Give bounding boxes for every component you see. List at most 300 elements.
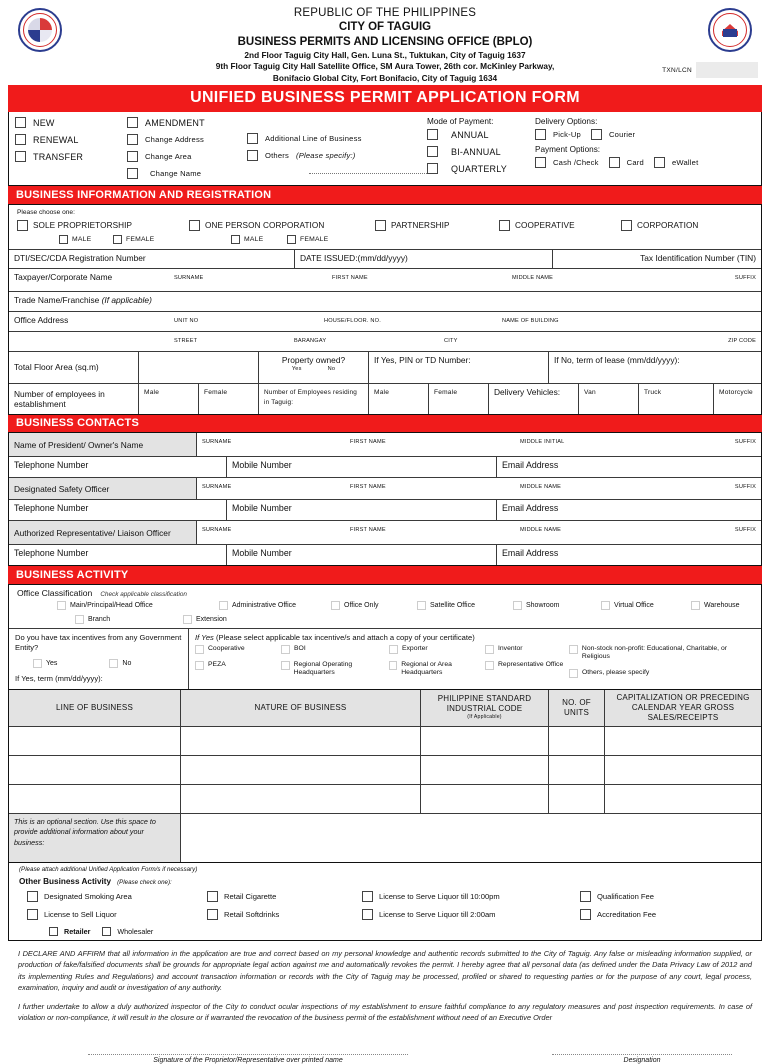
field-president-suffix[interactable]	[645, 433, 761, 456]
incentive-regional-operating-hq[interactable]	[281, 661, 389, 678]
incentives-term-label[interactable]: If Yes, term (mm/dd/yyyy):	[15, 674, 103, 684]
field-total-floor-area-value[interactable]	[139, 352, 259, 383]
field-safety-telephone[interactable]	[9, 500, 227, 520]
lob-header-capitalization	[605, 690, 761, 726]
mode-of-payment-title: Mode of Payment:	[427, 117, 494, 127]
incentives-no-label: No	[122, 660, 132, 668]
column-header-label: PHILIPPINE STANDARD INDUSTRIAL CODE	[437, 694, 532, 714]
checkbox-icon[interactable]	[219, 601, 228, 610]
type-corporation[interactable]	[621, 220, 698, 231]
incentive-label: Cooperative	[208, 644, 245, 652]
oba-label: License to Serve Liquor till 10:00pm	[379, 891, 500, 901]
field-name-of-building[interactable]	[497, 312, 761, 331]
field-label: Telephone Number	[14, 548, 89, 559]
checkbox-icon[interactable]	[569, 645, 578, 654]
lob-cell-line-of-business[interactable]	[9, 756, 181, 784]
field-trade-name[interactable]	[9, 292, 761, 311]
incentive-label: Representative Office	[498, 660, 564, 668]
field-term-of-lease[interactable]	[549, 352, 761, 383]
checkbox-icon[interactable]	[247, 133, 258, 144]
checkbox-icon[interactable]	[59, 235, 68, 244]
lob-cell-nature-of-business[interactable]	[181, 785, 421, 813]
field-label: FIRST NAME	[350, 439, 386, 446]
checkbox-icon[interactable]	[195, 645, 204, 654]
signature-caption: Signature of the Proprietor/Representative over printed name	[153, 1057, 343, 1064]
gender-opc-female[interactable]	[287, 235, 328, 244]
declaration-paragraph-2: I further undertake to allow a duly authorized inspector of the City to conduct ocular inspections of my establishment to ensure faithful compliance to any regulatory measures and post inspection requirements. In case of violation or non-compliance, it will result in the closure or if warranted the revocation of the business permit of the establishment without need of an Executive Order	[18, 1001, 752, 1023]
table-row[interactable]	[9, 756, 761, 785]
bplo-seal-icon	[708, 8, 752, 52]
oba-column-1	[27, 891, 207, 936]
checkbox-icon[interactable]	[331, 601, 340, 610]
field-rep-first-name[interactable]	[345, 521, 515, 544]
others-specify-line[interactable]	[309, 173, 429, 174]
checkbox-icon[interactable]	[513, 601, 522, 610]
field-safety-middle-name[interactable]	[515, 478, 645, 499]
option-label: Courier	[608, 130, 636, 140]
lob-cell-units[interactable]	[549, 727, 605, 755]
oba-retail-cigarette[interactable]	[207, 891, 362, 902]
payment-options-title: Payment Options:	[535, 145, 601, 155]
office-line: BUSINESS PERMITS AND LICENSING OFFICE (BPLO)	[237, 35, 533, 48]
field-label: Designated Safety Officer	[14, 483, 110, 494]
table-row[interactable]	[9, 727, 761, 756]
property-owned-yes[interactable]: Yes	[291, 365, 302, 372]
field-vehicle-van[interactable]	[579, 384, 639, 414]
field-label: DATE ISSUED:(mm/dd/yyyy)	[300, 252, 408, 263]
field-label: Taxpayer/Corporate Name	[14, 271, 113, 282]
option-additional-line-of-business[interactable]	[247, 133, 427, 144]
signature-proprietor[interactable]	[88, 1054, 408, 1064]
checkbox-icon[interactable]	[535, 157, 546, 168]
field-first-name[interactable]	[327, 269, 507, 291]
amendment-column	[127, 117, 247, 179]
field-pin-td-number[interactable]	[369, 352, 549, 383]
checkbox-icon[interactable]	[691, 601, 700, 610]
field-label: SUFFIX	[734, 274, 756, 281]
classification-label: Administrative Office	[232, 601, 297, 609]
checkbox-icon[interactable]	[485, 661, 494, 670]
checkbox-icon[interactable]	[195, 661, 204, 670]
checkbox-icon[interactable]	[375, 220, 386, 231]
declaration-paragraph-1: I DECLARE AND AFFIRM that all information in the application are true and correct based on my personal knowledge and authentic records submitted to the City of Taguig. Any false or misleading information supplied, or production of fake/falsified documents shall be grounds for appropriate legal action against me and automatically revokes the permit. I hereby agree that all personal data (as defined under the Data Privacy Law of 2012 and its implementing Rules and Regulations) and account transaction information or records with the City of Taguig may be processed, profiled or shared to requesting parties or for the purpose of any court, legal process, examination, inquiry and audit or investigation of any authority.	[18, 948, 752, 993]
checkbox-icon[interactable]	[389, 661, 397, 670]
classification-label: Extension	[196, 615, 227, 623]
field-rep-mobile[interactable]	[227, 545, 497, 565]
checkbox-icon[interactable]	[580, 891, 591, 902]
oba-license-to-sell-liquor[interactable]	[27, 909, 207, 920]
incentive-boi[interactable]	[281, 645, 389, 654]
contact-telephone-row-3	[9, 545, 761, 565]
type-partnership[interactable]	[375, 220, 499, 231]
classification-extension[interactable]	[183, 615, 227, 624]
checkbox-icon[interactable]	[569, 669, 578, 678]
checkbox-icon[interactable]	[127, 151, 138, 162]
lob-cell-capitalization[interactable]	[605, 756, 761, 784]
label-authorized-representative	[9, 521, 197, 544]
optional-info-input[interactable]	[181, 814, 761, 862]
label-total-floor-area	[9, 352, 139, 383]
checkbox-icon[interactable]	[485, 645, 494, 654]
section-business-contacts: BUSINESS CONTACTS	[8, 415, 762, 433]
incentive-cooperative[interactable]	[195, 645, 281, 654]
optional-note-label: This is an optional section. Use this space to provide additional information about your business:	[14, 816, 156, 848]
option-transfer[interactable]	[15, 151, 127, 162]
field-president-middle-initial[interactable]	[515, 433, 645, 456]
tax-incentives-group	[9, 629, 761, 689]
checkbox-icon[interactable]	[109, 659, 118, 668]
oba-column-4	[580, 891, 761, 936]
option-label: Change Area	[145, 152, 192, 162]
incentive-others[interactable]	[569, 669, 755, 678]
type-one-person-corporation[interactable]	[189, 220, 375, 231]
business-type-chooser	[9, 205, 761, 250]
other-activity-subtitle: (Please check one):	[117, 878, 172, 886]
checkbox-icon[interactable]	[621, 220, 632, 231]
field-label: Motorcycle	[719, 388, 753, 396]
checkbox-icon[interactable]	[417, 601, 426, 610]
lob-cell-line-of-business[interactable]	[9, 727, 181, 755]
field-rep-surname[interactable]	[197, 521, 345, 544]
business-info-block	[8, 204, 762, 415]
field-label: FIRST NAME	[332, 274, 368, 281]
field-vehicle-truck[interactable]	[639, 384, 714, 414]
lob-cell-psic[interactable]	[421, 785, 549, 813]
oba-label: License to Serve Liquor till 2:00am	[379, 909, 496, 919]
field-label: If Yes, PIN or TD Number:	[374, 354, 471, 365]
classification-office-only[interactable]	[331, 601, 417, 610]
checkbox-icon[interactable]	[15, 117, 26, 128]
field-street[interactable]	[169, 332, 289, 351]
type-label: PARTNERSHIP	[391, 220, 450, 230]
checkbox-icon[interactable]	[27, 891, 38, 902]
option-others[interactable]	[247, 150, 427, 161]
checkbox-icon[interactable]	[15, 151, 26, 162]
field-employees-female[interactable]	[199, 384, 259, 414]
field-president-telephone[interactable]	[9, 457, 227, 477]
designation-field[interactable]	[552, 1054, 732, 1064]
business-activity-block	[8, 584, 762, 690]
checkbox-icon[interactable]	[389, 645, 398, 654]
oba-retailer[interactable]	[49, 927, 90, 936]
checkbox-icon[interactable]	[27, 909, 38, 920]
gender-opc-male[interactable]	[231, 235, 287, 244]
lob-cell-nature-of-business[interactable]	[181, 727, 421, 755]
option-label: AMENDMENT	[145, 117, 205, 128]
field-safety-first-name[interactable]	[345, 478, 515, 499]
field-label: Number of Employees residing in Taguig:	[264, 388, 357, 407]
oba-designated-smoking-area[interactable]	[27, 891, 207, 902]
checkbox-icon[interactable]	[247, 150, 258, 161]
field-label: Male	[374, 388, 390, 396]
section-business-activity: BUSINESS ACTIVITY	[8, 566, 762, 584]
oba-retail-softdrinks[interactable]	[207, 909, 362, 920]
table-row[interactable]	[9, 785, 761, 814]
label-delivery-vehicles	[489, 384, 579, 414]
option-quarterly[interactable]	[427, 163, 535, 174]
option-change-area[interactable]	[127, 151, 247, 162]
incentives-no[interactable]	[109, 659, 131, 668]
field-label: UNIT NO	[174, 317, 199, 324]
oba-wholesaler[interactable]	[102, 927, 153, 936]
contact-telephone-row-2	[9, 500, 761, 521]
field-label: Male	[144, 388, 160, 396]
field-label: SUFFIX	[734, 484, 756, 491]
column-header-label: CAPITALIZATION OR PRECEDING CALENDAR YEAR GROSS SALES/RECEIPTS	[616, 692, 750, 722]
field-label: Female	[434, 388, 458, 396]
checkbox-icon[interactable]	[427, 163, 438, 174]
field-rep-email[interactable]	[497, 545, 761, 565]
field-label: Authorized Representative/ Liaison Officer	[14, 527, 171, 538]
oba-qualification-fee[interactable]	[580, 891, 761, 902]
section-business-information: BUSINESS INFORMATION AND REGISTRATION	[8, 186, 762, 204]
oba-label: Wholesaler	[117, 926, 154, 936]
form-title-banner: UNIFIED BUSINESS PERMIT APPLICATION FORM	[8, 85, 762, 112]
incentives-yes-label: Yes	[46, 660, 58, 668]
option-label: Others	[265, 151, 289, 161]
field-employees-male[interactable]	[139, 384, 199, 414]
field-house-floor-no[interactable]	[319, 312, 497, 331]
lob-cell-line-of-business[interactable]	[9, 785, 181, 813]
field-safety-email[interactable]	[497, 500, 761, 520]
checkbox-icon[interactable]	[499, 220, 510, 231]
option-annual[interactable]	[427, 129, 535, 140]
label-president-name	[9, 433, 197, 456]
field-president-surname[interactable]	[197, 433, 345, 456]
checkbox-icon[interactable]	[127, 134, 138, 145]
option-bi-annual[interactable]	[427, 146, 535, 157]
classification-branch[interactable]	[75, 615, 183, 624]
field-middle-name[interactable]	[507, 269, 637, 291]
oba-liquor-till-10pm[interactable]	[362, 891, 580, 902]
field-surname[interactable]	[169, 269, 327, 291]
checkbox-icon[interactable]	[17, 220, 28, 231]
gender-label: MALE	[244, 235, 264, 243]
field-label: SUFFIX	[734, 439, 756, 446]
incentive-inventor[interactable]	[485, 645, 569, 654]
option-amendment[interactable]	[127, 117, 247, 128]
left-logo-wrap	[12, 6, 68, 52]
field-label: MIDDLE NAME	[520, 527, 562, 534]
option-change-name[interactable]	[127, 168, 247, 179]
gender-label: MALE	[72, 235, 92, 243]
tax-incentives-question: Do you have tax incentives from any Government Entity?	[15, 632, 182, 652]
type-label: CORPORATION	[637, 220, 699, 230]
field-barangay[interactable]	[289, 332, 439, 351]
checkbox-icon[interactable]	[362, 909, 373, 920]
signature-block	[8, 1030, 762, 1064]
field-residing-female[interactable]	[429, 384, 489, 414]
classification-main-head-office[interactable]	[57, 601, 219, 610]
field-label: FIRST NAME	[350, 484, 386, 491]
field-tin[interactable]	[553, 250, 761, 268]
field-rep-middle-name[interactable]	[515, 521, 645, 544]
checkbox-icon[interactable]	[231, 235, 240, 244]
field-safety-suffix[interactable]	[645, 478, 761, 499]
field-label: Truck	[644, 388, 662, 396]
checkbox-icon[interactable]	[127, 168, 138, 179]
option-label: ANNUAL	[451, 129, 489, 140]
field-residing-male[interactable]	[369, 384, 429, 414]
checkbox-icon[interactable]	[601, 601, 610, 610]
field-city[interactable]	[439, 332, 654, 351]
gender-label: FEMALE	[300, 235, 329, 243]
declaration-block	[8, 941, 762, 1024]
field-safety-mobile[interactable]	[227, 500, 497, 520]
option-pick-up[interactable]	[535, 129, 581, 140]
checkbox-icon[interactable]	[362, 891, 373, 902]
tax-incentives-question-col	[9, 629, 189, 689]
field-rep-telephone[interactable]	[9, 545, 227, 565]
field-property-owned[interactable]	[259, 352, 369, 383]
checkbox-icon[interactable]	[113, 235, 122, 244]
field-label: Telephone Number	[14, 460, 89, 471]
checkbox-icon[interactable]	[127, 117, 138, 128]
gender-sole-male[interactable]	[59, 235, 113, 244]
classification-satellite-office[interactable]	[417, 601, 513, 610]
trade-name-row[interactable]	[9, 292, 761, 312]
field-dti-sec-cda[interactable]	[9, 250, 295, 268]
oba-accreditation-fee[interactable]	[580, 909, 761, 920]
column-header-sub: (If Applicable)	[467, 714, 502, 721]
option-change-address[interactable]	[127, 134, 247, 145]
option-courier[interactable]	[591, 129, 635, 140]
checkbox-icon[interactable]	[287, 235, 296, 244]
field-president-first-name[interactable]	[345, 433, 515, 456]
incentives-yes[interactable]	[33, 659, 57, 668]
office-classification-title: Office Classification	[17, 587, 93, 598]
checkbox-icon[interactable]	[427, 129, 438, 140]
lob-cell-psic[interactable]	[421, 756, 549, 784]
choose-one-label: Please choose one:	[17, 208, 75, 216]
address-line-2: 9th Floor Taguig City Hall Satellite Office, SM Aura Tower, 26th cor. McKinley Parkway,	[215, 61, 555, 72]
city-of-taguig-seal-icon	[18, 8, 62, 52]
spacer-cell	[9, 332, 169, 351]
txn-lcn-label: TXN/LCN	[662, 66, 692, 74]
column-header-label: NO. OF UNITS	[562, 697, 591, 717]
type-label: SOLE PROPRIETORSHIP	[33, 220, 133, 230]
checkbox-icon[interactable]	[207, 909, 218, 920]
contact-name-row-authorized-rep	[9, 521, 761, 545]
oba-label: Retailer	[64, 926, 91, 936]
field-label: Tax Identification Number (TIN)	[640, 252, 756, 263]
checkbox-icon[interactable]	[102, 927, 111, 936]
checkbox-icon[interactable]	[207, 891, 218, 902]
classification-showroom[interactable]	[513, 601, 601, 610]
form-header	[8, 0, 762, 85]
option-renewal[interactable]	[15, 134, 127, 145]
oba-label: Qualification Fee	[597, 891, 654, 901]
field-label: Name of President/ Owner's Name	[14, 439, 144, 450]
field-unit-no[interactable]	[169, 312, 319, 331]
lob-cell-units[interactable]	[549, 756, 605, 784]
gender-sole-female[interactable]	[113, 235, 231, 244]
field-label: Trade Name/Franchise	[14, 294, 100, 305]
field-label: Mobile Number	[232, 503, 292, 514]
checkbox-icon[interactable]	[189, 220, 200, 231]
incentive-peza[interactable]	[195, 661, 281, 670]
option-label: Cash /Check	[553, 158, 599, 168]
checkbox-icon[interactable]	[281, 661, 290, 670]
property-owned-no[interactable]: No	[327, 365, 336, 372]
option-cash-check[interactable]	[535, 157, 599, 168]
field-rep-suffix[interactable]	[645, 521, 761, 544]
checkbox-icon[interactable]	[75, 615, 84, 624]
mode-of-payment-column	[427, 117, 535, 179]
classification-virtual-office[interactable]	[601, 601, 691, 610]
checkbox-icon[interactable]	[580, 909, 591, 920]
checkbox-icon[interactable]	[57, 601, 66, 610]
employees-row	[9, 384, 761, 414]
field-label: Email Address	[502, 548, 559, 559]
lob-cell-capitalization[interactable]	[605, 727, 761, 755]
field-vehicle-motorcycle[interactable]	[714, 384, 761, 414]
option-label: QUARTERLY	[451, 163, 507, 174]
incentive-representative-office[interactable]	[485, 661, 569, 670]
attach-additional-forms-note: (Please attach additional Unified Application Form/s if necessary)	[19, 865, 198, 873]
checkbox-icon[interactable]	[33, 659, 42, 668]
checkbox-icon[interactable]	[427, 146, 438, 157]
lob-cell-capitalization[interactable]	[605, 785, 761, 813]
field-zip-code[interactable]	[654, 332, 761, 351]
type-cooperative[interactable]	[499, 220, 621, 231]
field-president-email[interactable]	[497, 457, 761, 477]
field-note: (If applicable)	[101, 294, 152, 305]
field-date-issued[interactable]	[295, 250, 553, 268]
column-header-label: LINE OF BUSINESS	[56, 702, 133, 712]
option-ewallet[interactable]	[654, 157, 698, 168]
classification-administrative-office[interactable]	[219, 601, 331, 610]
option-label: NEW	[33, 117, 55, 128]
field-safety-surname[interactable]	[197, 478, 345, 499]
checkbox-icon[interactable]	[591, 129, 602, 140]
checkbox-icon[interactable]	[654, 157, 665, 168]
lob-cell-units[interactable]	[549, 785, 605, 813]
contact-name-row-president	[9, 433, 761, 457]
type-sole-proprietorship[interactable]	[17, 220, 189, 231]
checkbox-icon[interactable]	[183, 615, 192, 624]
gender-label: FEMALE	[126, 235, 155, 243]
checkbox-icon[interactable]	[49, 927, 58, 936]
checkbox-icon[interactable]	[15, 134, 26, 145]
field-president-mobile[interactable]	[227, 457, 497, 477]
field-label: STREET	[174, 337, 198, 344]
checkbox-icon[interactable]	[281, 645, 290, 654]
field-label: Property owned?	[281, 354, 346, 365]
label-number-of-employees	[9, 384, 139, 414]
office-address-row-2	[9, 332, 761, 352]
lob-cell-psic[interactable]	[421, 727, 549, 755]
checkbox-icon[interactable]	[535, 129, 546, 140]
field-suffix[interactable]	[637, 269, 761, 291]
oba-label: Accreditation Fee	[597, 909, 657, 919]
classification-warehouse[interactable]	[691, 601, 740, 610]
field-label: DTI/SEC/CDA Registration Number	[14, 252, 146, 263]
header-text	[68, 6, 702, 83]
incentive-exporter[interactable]	[389, 645, 485, 654]
checkbox-icon[interactable]	[609, 157, 620, 168]
lob-cell-nature-of-business[interactable]	[181, 756, 421, 784]
primary-type-column	[15, 117, 127, 179]
classification-label: Showroom	[526, 601, 560, 609]
oba-liquor-till-2am[interactable]	[362, 909, 580, 920]
incentive-regional-area-hq[interactable]	[389, 661, 485, 678]
option-new[interactable]	[15, 117, 127, 128]
option-card[interactable]	[609, 157, 644, 168]
incentive-non-stock-non-profit[interactable]	[569, 645, 755, 662]
txn-lcn-input[interactable]	[696, 62, 758, 78]
office-classification-note: Check applicable classification	[100, 590, 187, 598]
